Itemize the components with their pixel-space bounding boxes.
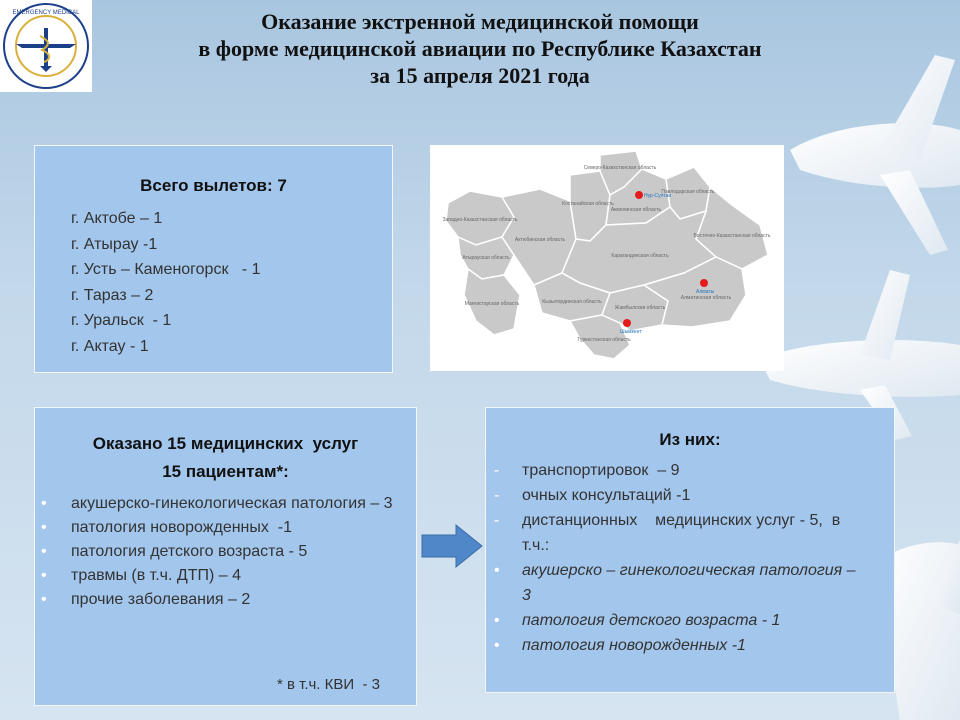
footnote: * в т.ч. КВИ - 3 <box>276 676 380 693</box>
list-item: г. Актау - 1 <box>71 337 149 355</box>
region-label: Кызылординская область <box>542 299 602 305</box>
city-label-almaty: Алматы <box>696 289 715 295</box>
title-line-3: за 15 апреля 2021 года <box>370 63 590 88</box>
region-label: Костанайская область <box>562 201 614 207</box>
list-item: - транспортировок – 9 <box>522 458 862 483</box>
region-label: Карагандинская область <box>611 253 669 259</box>
city-label-shymkent: Шымкент <box>620 329 642 335</box>
list-item: г. Атырау -1 <box>71 235 158 253</box>
region-label: Восточно-Казахстанская область <box>693 233 771 239</box>
list-item: г. Актобе – 1 <box>71 210 163 227</box>
city-label-nur-sultan: Нур-Султан <box>644 193 672 199</box>
region-label: Павлодарская область <box>661 189 715 195</box>
region-label: Мангистауская область <box>464 301 520 307</box>
title-line-1: Оказание экстренной медицинской помощи <box>261 9 699 34</box>
region-label: Северо-Казахстанская область <box>583 165 657 171</box>
services-heading <box>35 430 416 486</box>
list-item: • патология детского возраста - 5 <box>71 540 401 564</box>
list-item: - дистанционных медицинских услуг - 5, в т.ч.: <box>522 508 862 558</box>
region-label: Западно-Казахстанская область <box>442 217 518 223</box>
flights-panel <box>34 145 393 373</box>
city-marker-shymkent <box>623 319 631 327</box>
region-label: Атырауская область <box>462 255 510 261</box>
flights-total: Всего вылетов: 7 <box>140 176 287 195</box>
page-title <box>100 8 860 89</box>
list-item: • патология новорожденных -1 <box>71 516 401 540</box>
list-item: • травмы (в т.ч. ДТП) – 4 <box>71 564 401 588</box>
arrow-right-icon <box>420 523 484 569</box>
list-item: г. Усть – Каменогорск - 1 <box>71 261 261 279</box>
list-item: • акушерско-гинекологическая патология – 3 <box>71 492 401 516</box>
list-item: • патология новорожденных -1 <box>522 633 862 658</box>
title-line-2: в форме медицинской авиации по Республике Казахстан <box>198 36 762 61</box>
list-item: - очных консультаций -1 <box>522 483 862 508</box>
list-item: • патология детского возраста - 1 <box>522 608 862 633</box>
map-svg <box>430 145 784 371</box>
region-label: Алматинская область <box>680 295 732 301</box>
list-item: • акушерско – гинекологическая патология – 3 <box>522 558 862 608</box>
flights-city-list <box>71 206 260 360</box>
region-label: Туркестанская область <box>577 337 631 343</box>
logo <box>0 0 92 92</box>
region-label: Актюбинская область <box>514 237 566 243</box>
region-label: Жамбылская область <box>614 305 666 311</box>
city-marker-nur-sultan <box>635 191 643 199</box>
logo-lettering: EMERGENCY MEDICAL <box>12 10 80 16</box>
kazakhstan-map <box>430 145 784 371</box>
city-marker-almaty <box>700 279 708 287</box>
list-item: г. Уральск - 1 <box>71 312 172 330</box>
emergency-logo-icon <box>0 0 92 92</box>
list-item: г. Тараз – 2 <box>71 286 154 304</box>
breakdown-panel <box>485 407 895 693</box>
list-item: • прочие заболевания – 2 <box>71 588 401 612</box>
services-heading-line-1: Оказано 15 медицинских услуг <box>92 434 359 453</box>
region-label: Акмолинская область <box>610 207 662 213</box>
services-heading-line-2: 15 пациентам*: <box>162 462 289 481</box>
services-list <box>71 492 401 612</box>
breakdown-heading: Из них: <box>659 430 721 449</box>
breakdown-list <box>522 458 862 658</box>
services-panel <box>34 407 417 706</box>
